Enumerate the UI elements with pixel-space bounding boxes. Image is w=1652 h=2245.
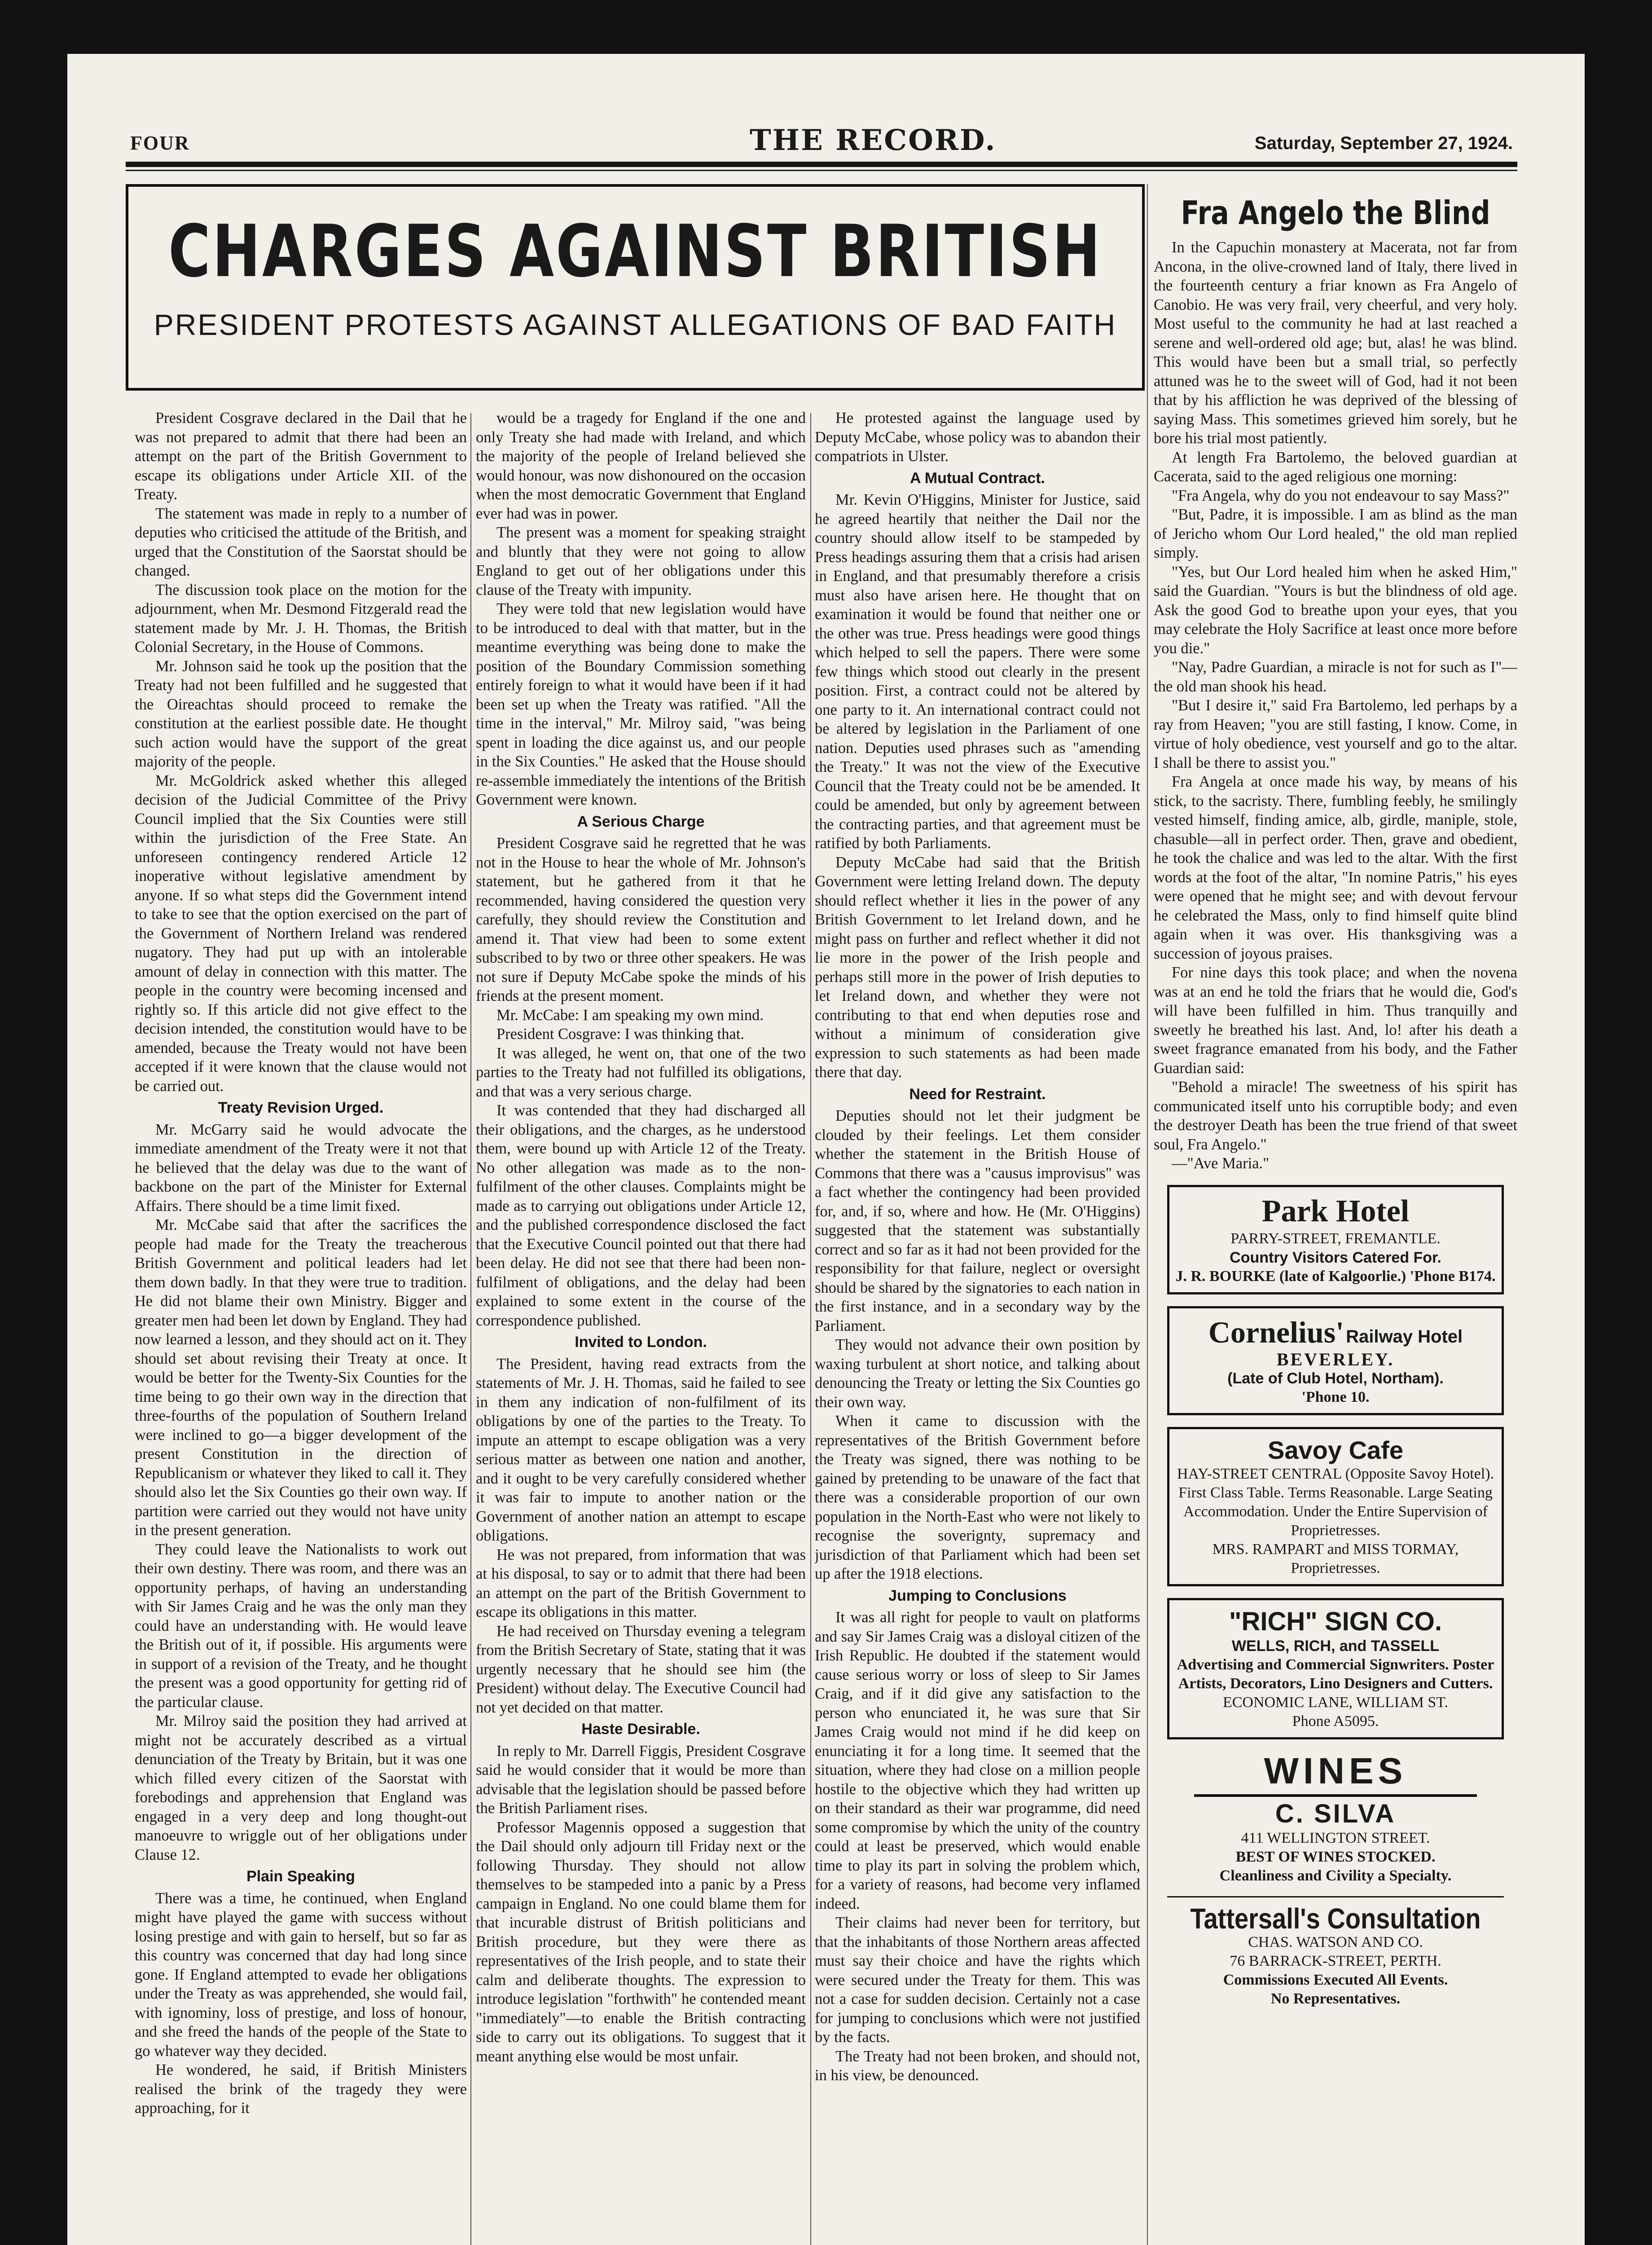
section-heading: A Serious Charge xyxy=(577,813,705,830)
article-paragraph: Mr. Johnson said he took up the position that the Treaty had not been fulfilled and he suggested that the Oireachtas should proceed to remake the constitution at the earliest possible date. He thought such action would have the support of the great majority of the people. xyxy=(135,657,467,770)
ad-line: BEST OF WINES STOCKED. xyxy=(1235,1848,1436,1865)
ad-line: 76 BARRACK-STREET, PERTH. xyxy=(1230,1952,1441,1969)
section-heading: Jumping to Conclusions xyxy=(888,1587,1067,1604)
article-paragraph: Mr. Kevin O'Higgins, Minister for Justice, said he agreed heartily that neither the Dail nor the country should allow itself to be stampeded by Press headings assuring them that a crisis had arisen in England, and that presumably therefore a crisis must also have arisen here. He thought that on examination it would be found that neither one or the other was true. Press headings were good things which helped to sell the papers. There were some few things which stood out clearly in the present position. First, a contract could not be altered by one party to it. An international contract could not be altered by legislation in the Parliament of one nation. Deputies used phrases such as "amending the Treaty." It was not the view of the Executive Council that the Treaty could not be be amended. It could be amended, but only by agreement between the contracting parties, and that agreement must be ratified by both Parliaments. xyxy=(815,491,1140,852)
article-paragraph: The discussion took place on the motion for the adjournment, when Mr. Desmond Fitzgerald read the statement made by Mr. J. H. Thomas, the British Colonial Secretary, in the House of Commons. xyxy=(135,581,467,656)
ad-name: C. SILVA xyxy=(1275,1799,1396,1828)
lead-headline-box xyxy=(126,184,1145,391)
ad-title: WINES xyxy=(1264,1750,1407,1792)
newspaper-title: THE RECORD. xyxy=(750,123,997,157)
article-paragraph: The statement was made in reply to a number of deputies who criticised the attitude of the British, and urged that the Constitution of the Saorstat should be changed. xyxy=(135,505,467,579)
article-column-3 xyxy=(815,409,1140,2245)
ad-line: HAY-STREET CENTRAL (Opposite Savoy Hotel). xyxy=(1177,1465,1494,1482)
section-heading: Haste Desirable. xyxy=(581,1721,700,1738)
ad-cornelius-hotel xyxy=(1167,1306,1504,1415)
ad-title: Cornelius' xyxy=(1208,1315,1344,1349)
article-paragraph: He wondered, he said, if British Ministers realised the brink of the tragedy they were approaching, for it xyxy=(135,2061,467,2117)
column-divider xyxy=(470,413,471,2245)
article-paragraph: When it came to discussion with the representatives of the British Government before the Treaty was signed, there was nothing to be gained by pretending to be unaware of the fact that there was a considerable proportion of our own population in the North-East who were not likely to recognise the soverignty, supremacy and jurisdiction of that Parliament which had been set up after the 1918 elections. xyxy=(815,1413,1140,1582)
ad-savoy-cafe xyxy=(1167,1427,1504,1586)
article-paragraph: They would not advance their own position by waxing turbulent at short notice, and talking about denouncing the Treaty or letting the Six Counties go their own way. xyxy=(815,1336,1140,1411)
section-heading: A Mutual Contract. xyxy=(910,469,1045,487)
ad-title: Tattersall's Consultation xyxy=(1190,1902,1481,1935)
article-paragraph: Professor Magennis opposed a suggestion that the Dail should only adjourn till Friday next or the following Thursday. They should not allow themselves to be stampeded into a panic by a Press campaign in England. No one could blame them for that incurable distrust of British politicians and British procedure, but they were there as representatives of the Irish people, and to state their calm and deliberate thoughts. The expression to introduce legislation "forthwith" he contended meant "immediately"—to enable the British contracting side to carry out its obligations. To suggest that it meant anything else would be most unfair. xyxy=(476,1818,806,2065)
side-story-paragraph: —"Ave Maria." xyxy=(1172,1155,1270,1172)
side-story-paragraph: In the Capuchin monastery at Macerata, not far from Ancona, in the olive-crowned land of Italy, there lived in the fourteenth century a friar known as Fra Angelo of Canobio. He was very frail, very cheerful, and very holy. Most useful to the community he had at last reached a serene and well-ordered old age; but, alas! he was blind. This would have been but a small trial, so perfectly attuned was he to the sweet will of God, had it not been that by his affliction he was deprived of the blessing of saying Mass. This sometimes grieved him sorely, but he bore his trial most patiently. xyxy=(1154,239,1517,447)
lead-subheadline: PRESIDENT PROTESTS AGAINST ALLEGATIONS OF BAD FAITH xyxy=(154,308,1117,341)
ad-line: Country Visitors Catered For. xyxy=(1230,1249,1441,1266)
article-paragraph: Mr. McGoldrick asked whether this alleged decision of the Judicial Committee of the Privy Council implied that the Six Counties were still within the jurisdiction of the Free State. An unforeseen contingency rendered Article 12 inoperative without legislative amendment by anyone. If so what steps did the Government intend to take to see that the option exercised on the part of the Government of Northern Ireland was rendered nugatory. They had put up with an intolerable amount of delay in connection with this matter. The people in the country were becoming incensed and rightly so. If this article did not give effect to the decision intended, the constitution would have to be amended, because the Treaty would not have been accepted if it were known that the clause would not be carried out. xyxy=(135,772,467,1095)
article-paragraph: Their claims had never been for territory, but that the inhabitants of those Northern areas affected must say their choice and have the rights which were secured under the Treaty for them. This was not a case for sudden decision. Certainly not a case for jumping to conclusions which were not justified by the facts. xyxy=(815,1914,1140,2046)
ad-title: "RICH" SIGN CO. xyxy=(1229,1607,1442,1636)
article-paragraph: Mr. Milroy said the position they had arrived at might not be accurately described as a virtual denunciation of the Treaty by Britain, but it was one which filled every citizen of the Saorstat with forebodings and apprehension that England was engaged in a very deep and long thought-out manoeuvre to wriggle out of her obligations under Clause 12. xyxy=(135,1712,467,1863)
article-column-1 xyxy=(135,409,467,2245)
article-paragraph: Mr. McCabe: I am speaking my own mind. xyxy=(496,1006,764,1024)
ad-line: Phone A5095. xyxy=(1292,1712,1379,1730)
ad-line: J. R. BOURKE (late of Kalgoorlie.) 'Phone B174. xyxy=(1175,1268,1496,1285)
lead-headline: CHARGES AGAINST BRITISH xyxy=(168,210,1102,294)
ad-line: No Representatives. xyxy=(1270,1990,1401,2007)
article-paragraph: Mr. McCabe said that after the sacrifices the people had made for the Treaty the treacherous British Government and political leaders had let them down badly. In that they were true to tradition. He did not blame their own Ministry. Bigger and greater men had been let down by England. They had now learned a lesson, and they should act on it. They should set about revising their Treaty at once. It would be better for the Twenty-Six Counties for the time being to go their own way in the direction that three-fourths of the population of Southern Ireland were inclined to go—a bigger development of the present Constitution in the direction of Republicanism or whatever they liked to call it. They should also let the Six Counties go their own way. If partition were carried out they would not have unity in the present generation. xyxy=(135,1216,467,1539)
side-story-paragraph: "Yes, but Our Lord healed him when he asked Him," said the Guardian. "Yours is but the blindness of old age. Ask the good God to breathe upon your eyes, that you may celebrate the Holy Sacrifice at least once more before you die." xyxy=(1154,563,1517,657)
side-story-body xyxy=(1154,238,1517,1173)
ad-wines xyxy=(1167,1750,1504,1885)
ad-line: CHAS. WATSON AND CO. xyxy=(1248,1933,1423,1950)
ad-line: (Late of Club Hotel, Northam). xyxy=(1227,1369,1444,1387)
article-paragraph: President Cosgrave: I was thinking that. xyxy=(496,1026,744,1043)
ad-line: WELLS, RICH, and TASSELL xyxy=(1231,1637,1440,1655)
ad-line: 411 WELLINGTON STREET. xyxy=(1241,1829,1430,1846)
article-paragraph: The Treaty had not been broken, and should not, in his view, be denounced. xyxy=(815,2047,1140,2084)
masthead-rule xyxy=(126,162,1517,167)
ad-line: First Class Table. Terms Reasonable. Large Seating Accommodation. Under the Entire Supervision of Proprietresses. xyxy=(1178,1484,1493,1539)
column-divider xyxy=(1147,184,1148,2245)
newspaper-page xyxy=(67,54,1585,2245)
article-paragraph: In reply to Mr. Darrell Figgis, President Cosgrave said he would consider that it would be more than advisable that the legislation should be passed before the British Parliament rises. xyxy=(476,1742,806,1817)
article-paragraph: It was contended that they had discharged all their obligations, and the charges, as he understood them, were bound up with Article 12 of the Treaty. No other allegation was made as to the non-fulfilment of the other clauses. Complaints might be made as to carrying out obligations under Article 12, and the published correspondence disclosed the fact that the Executive Council pointed out that there had been delay. He did not see that there had been non-fulfilment of obligations, and the delay had been explained to some extent in the course of the correspondence published. xyxy=(476,1102,806,1329)
column-divider xyxy=(810,413,811,2245)
section-heading: Invited to London. xyxy=(575,1334,707,1351)
issue-date: Saturday, September 27, 1924. xyxy=(1254,133,1513,153)
masthead xyxy=(130,123,1513,164)
article-paragraph: Mr. McGarry said he would advocate the immediate amendment of the Treaty were it not that he believed that the delay was due to the want of backbone on the part of the Minister for External Affairs. There should be a time limit fixed. xyxy=(135,1121,467,1215)
article-paragraph: There was a time, he continued, when England might have played the game with success without losing prestige and with gain to herself, but so far as this country was concerned that day had long since gone. If England attempted to evade her obligations under the Treaty as was apprehended, she would fail, with ignominy, loss of prestige, and loss of honour, and she freed the hands of the people of the State to go whatever way they decided. xyxy=(135,1889,467,2060)
ad-line: ECONOMIC LANE, WILLIAM ST. xyxy=(1222,1694,1449,1711)
side-story-paragraph: "But, Padre, it is impossible. I am as blind as the man of Jericho whom Our Lord healed," the old man replied simply. xyxy=(1154,506,1517,561)
ad-rule xyxy=(1194,1794,1477,1797)
ad-line: 'Phone 10. xyxy=(1301,1388,1370,1405)
side-story-paragraph: "Behold a miracle! The sweetness of his spirit has communicated itself unto his corruptible body; and even the destroyer Death has been the true friend of that sweet soul, Fra Angelo." xyxy=(1154,1078,1517,1153)
ad-line: PARRY-STREET, FREMANTLE. xyxy=(1230,1230,1441,1247)
page-number: FOUR xyxy=(130,132,190,154)
article-paragraph: He had received on Thursday evening a telegram from the British Secretary of State, stating that it was urgently necessary that he should see him (the President) without delay. The Executive Council had not yet decided on that matter. xyxy=(476,1622,806,1716)
article-paragraph: The President, having read extracts from the statements of Mr. J. H. Thomas, said he failed to see in them any indication of non-fulfilment of its obligations by one of the parties to the Treaty. To impute an attempt to escape obligation was a very serious matter as between one nation and another, and it ought to be very carefully considered whether it was fair to impute to another nation or the Government of another nation an attempt to escape obligations. xyxy=(476,1355,806,1544)
side-story-paragraph: "Nay, Padre Guardian, a miracle is not for such as I"—the old man shook his head. xyxy=(1154,659,1517,695)
ad-tattersalls xyxy=(1167,1896,1504,2008)
article-paragraph: President Cosgrave declared in the Dail that he was not prepared to admit that there had been an attempt on the part of the British Government to escape its obligations under Article XII. of the Treaty. xyxy=(135,409,467,503)
article-paragraph: It was alleged, he went on, that one of the two parties to the Treaty had not fulfilled its obligations, and that was a very serious charge. xyxy=(476,1044,806,1100)
ad-park-hotel xyxy=(1167,1185,1504,1294)
side-story-paragraph: At length Fra Bartolemo, the beloved guardian at Cacerata, said to the aged religious one morning: xyxy=(1154,449,1517,485)
ad-title: Savoy Cafe xyxy=(1268,1435,1403,1464)
ad-title: Park Hotel xyxy=(1261,1193,1410,1228)
masthead-rule-thin xyxy=(126,170,1517,171)
side-story-title: Fra Angelo the Blind xyxy=(1181,194,1490,232)
section-heading: Need for Restraint. xyxy=(909,1085,1046,1103)
article-paragraph: President Cosgrave said he regretted that he was not in the House to hear the whole of Mr. Johnson's statement, but he gathered from it that he recommended, having considered the question very carefully, they should review the Constitution and amend it. That view had been to some extent subscribed to by two or three other speakers. He was not sure if Deputy McCabe spoke the minds of his friends at the present moment. xyxy=(476,835,806,1004)
article-paragraph: He was not prepared, from information that was at his disposal, to say or to admit that there had been an attempt on the part of the British Government to escape its obligations in this matter. xyxy=(476,1546,806,1620)
article-paragraph: They were told that new legislation would have to be introduced to deal with that matter, but in the meantime everything was being done to make the position of the Boundary Commission something entirely foreign to what it would have been if it had been set up when the Treaty was ratified. "All the time in the interval," Mr. Milroy said, "was being spent in loading the dice against us, and our people in the Six Counties." He asked that the House should re-assemble immediately the intentions of the British Government were known. xyxy=(476,600,806,808)
side-story-paragraph: "But I desire it," said Fra Bartolemo, led perhaps by a ray from Heaven; "you are still fasting, I know. Come, in virtue of holy obedience, vest yourself and go to the altar. I shall be there to assist you." xyxy=(1154,697,1517,771)
right-column xyxy=(1154,184,1517,2245)
ad-line: BEVERLEY. xyxy=(1276,1349,1395,1369)
article-paragraph: They could leave the Nationalists to work out their own destiny. There was room, and there was an opportunity perhaps, of having an understanding with Sir James Craig and he was the only man they could have an understanding with. He would leave the British out of it, if possible. His arguments were in support of a revision of the Treaty, and he thought the present was a good opportunity for getting rid of the particular clause. xyxy=(135,1541,467,1711)
ad-line: Advertising and Commercial Signwriters. Poster Artists, Decorators, Lino Designers and Cutters. xyxy=(1177,1656,1494,1692)
side-story-paragraph: "Fra Angela, why do you not endeavour to say Mass?" xyxy=(1172,487,1510,504)
ad-line: MRS. RAMPART and MISS TORMAY, Proprietresses. xyxy=(1212,1541,1459,1576)
side-story-paragraph: For nine days this took place; and when the novena was at an end he told the friars that he would die, God's will have been fulfilled in him. Thus tranquilly and sweetly he breathed his last. And, lo! after his death a sweet fragrance emanated from his body, and the Father Guardian said: xyxy=(1154,964,1517,1077)
side-story-paragraph: Fra Angela at once made his way, by means of his stick, to the sacristy. There, fumbling feebly, he smilingly vested himself, finding amice, alb, girdle, maniple, stole, chasuble—all in perfect order. Then, grave and obedient, he took the chalice and was led to the altar. With the first words at the foot of the altar, "In nomine Patris," his eyes were opened that he might see; and with devout fervour he celebrated the Mass, only to find himself quite blind again when it was over. His thanksgiving was a succession of joyous praises. xyxy=(1154,773,1517,962)
article-paragraph: Deputy McCabe had said that the British Government were letting Ireland down. The deputy should reflect whether it lies in the power of any British Government to let Ireland down, and he might pass on further and reflect whether it did not lie more in the power of the Irish people and perhaps still more in the power of Irish deputies to let Ireland down, and whether they were not contributing to that end when deputies rose and without a minimum of consideration give expression to such statements as had been made there that day. xyxy=(815,854,1140,1081)
ad-subtitle: Railway Hotel xyxy=(1346,1326,1463,1347)
article-paragraph: He protested against the language used by Deputy McCabe, whose policy was to abandon their compatriots in Ulster. xyxy=(815,409,1140,465)
article-paragraph: The present was a moment for speaking straight and bluntly that they were not going to allow England to get out of her obligations under this clause of the Treaty with impunity. xyxy=(476,524,806,599)
ad-line: Cleanliness and Civility a Specialty. xyxy=(1219,1867,1452,1884)
article-paragraph: would be a tragedy for England if the one and only Treaty she had made with Ireland, and which the majority of the people of Ireland believed she would honour, was now dishonoured on the occasion when the most democratic Government that England ever had was in power. xyxy=(476,409,806,522)
article-paragraph: Deputies should not let their judgment be clouded by their feelings. Let them consider whether the statement in the British House of Commons that there was a "causus improvisus" was a fact whether the contingency had been provided for, and, if so, where and how. He (Mr. O'Higgins) suggested that the statement was substantially correct and so far as it had not been provided for the responsibility for that failure, neglect or oversight should be shared by the signatories to each nation in the first instance, and in a secondary way by the Parliament. xyxy=(815,1107,1140,1334)
section-heading: Treaty Revision Urged. xyxy=(218,1099,384,1116)
section-heading: Plain Speaking xyxy=(246,1868,355,1885)
article-paragraph: It was all right for people to vault on platforms and say Sir James Craig was a disloyal citizen of the Irish Republic. He doubted if the statement would cause serious worry or loss of sleep to Sir James Craig, and if it did give any satisfaction to the person who enunciated it, he was sure that Sir James Craig would not mind if he did keep on enunciating it for a long time. It seemed that the situation, where they had close on a million people hostile to the objective which they had written up on their standard as their war programme, did need some compromise by which the unity of the country could at least be preserved, which would enable time to play its part in solving the problem which, for a variety of reasons, had become very inflamed indeed. xyxy=(815,1609,1140,1912)
ad-line: Commissions Executed All Events. xyxy=(1223,1971,1448,1988)
article-column-2 xyxy=(476,409,806,2245)
ad-rich-sign-co xyxy=(1167,1598,1504,1739)
